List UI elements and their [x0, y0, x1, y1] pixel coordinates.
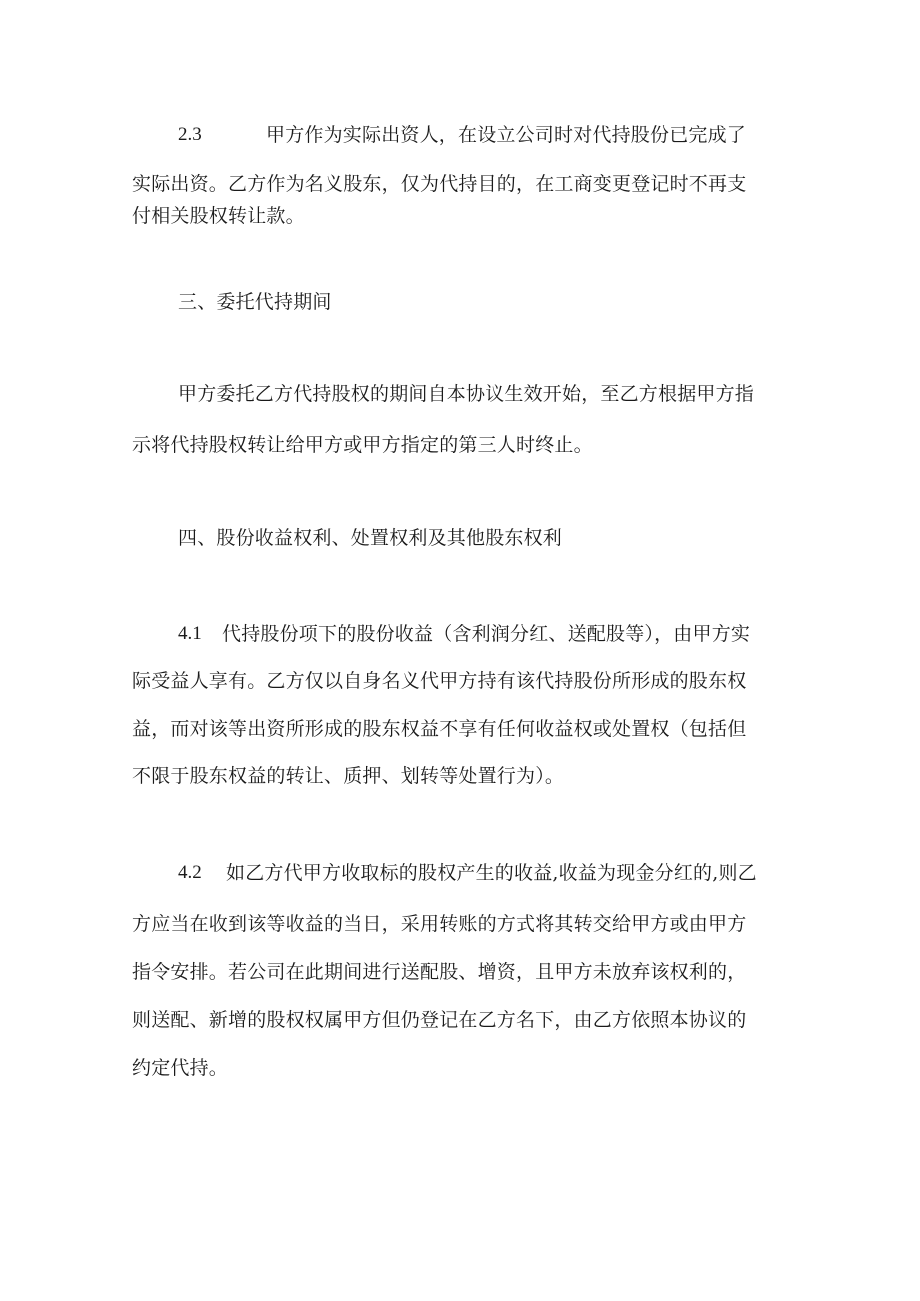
clause-number-2-3: 2.3 — [178, 124, 202, 145]
clause-number-4-2: 4.2 — [178, 862, 202, 883]
clause-4-2-line-3: 指令安排。若公司在此期间进行送配股、增资，且甲方未放弃该权利的， — [132, 961, 747, 983]
clause-4-2-line-4: 则送配、新增的股权权属甲方但仍登记在乙方名下，由乙方依照本协议的 — [132, 1009, 747, 1031]
period-line-2: 示将代持股权转让给甲方或甲方指定的第三人时终止。 — [132, 434, 593, 456]
clause-4-1-line-4: 不限于股东权益的转让、质押、划转等处置行为）。 — [132, 765, 565, 787]
clause-4-1-line-1: 代持股份项下的股份收益（含利润分红、送配股等），由甲方实 — [222, 623, 751, 645]
clause-2-3-line-1: 甲方作为实际出资人，在设立公司时对代持股份已完成了 — [266, 124, 747, 146]
clause-4-1-line-2: 际受益人享有。乙方仅以自身名义代甲方持有该代持股份所形成的股东权 — [132, 670, 747, 692]
section-heading-4: 四、股份收益权利、处置权利及其他股东权利 — [178, 527, 563, 549]
clause-4-2-line-1: 如乙方代甲方收取标的股权产生的收益,收益为现金分红的,则乙 — [226, 862, 757, 884]
clause-4-2-line-5: 约定代持。 — [132, 1057, 229, 1079]
period-line-1: 甲方委托乙方代持股权的期间自本协议生效开始，至乙方根据甲方指 — [178, 383, 755, 405]
section-heading-3: 三、委托代持期间 — [178, 291, 332, 313]
clause-4-2-line-2: 方应当在收到该等收益的当日，采用转账的方式将其转交给甲方或由甲方 — [132, 913, 747, 935]
clause-number-4-1: 4.1 — [178, 623, 202, 644]
clause-2-3-line-3: 付相关股权转让款。 — [132, 205, 305, 227]
clause-4-1-line-3: 益，而对该等出资所形成的股东权益不享有任何收益权或处置权（包括但 — [132, 718, 747, 740]
clause-2-3-line-2: 实际出资。乙方作为名义股东，仅为代持目的，在工商变更登记时不再支 — [132, 173, 747, 195]
